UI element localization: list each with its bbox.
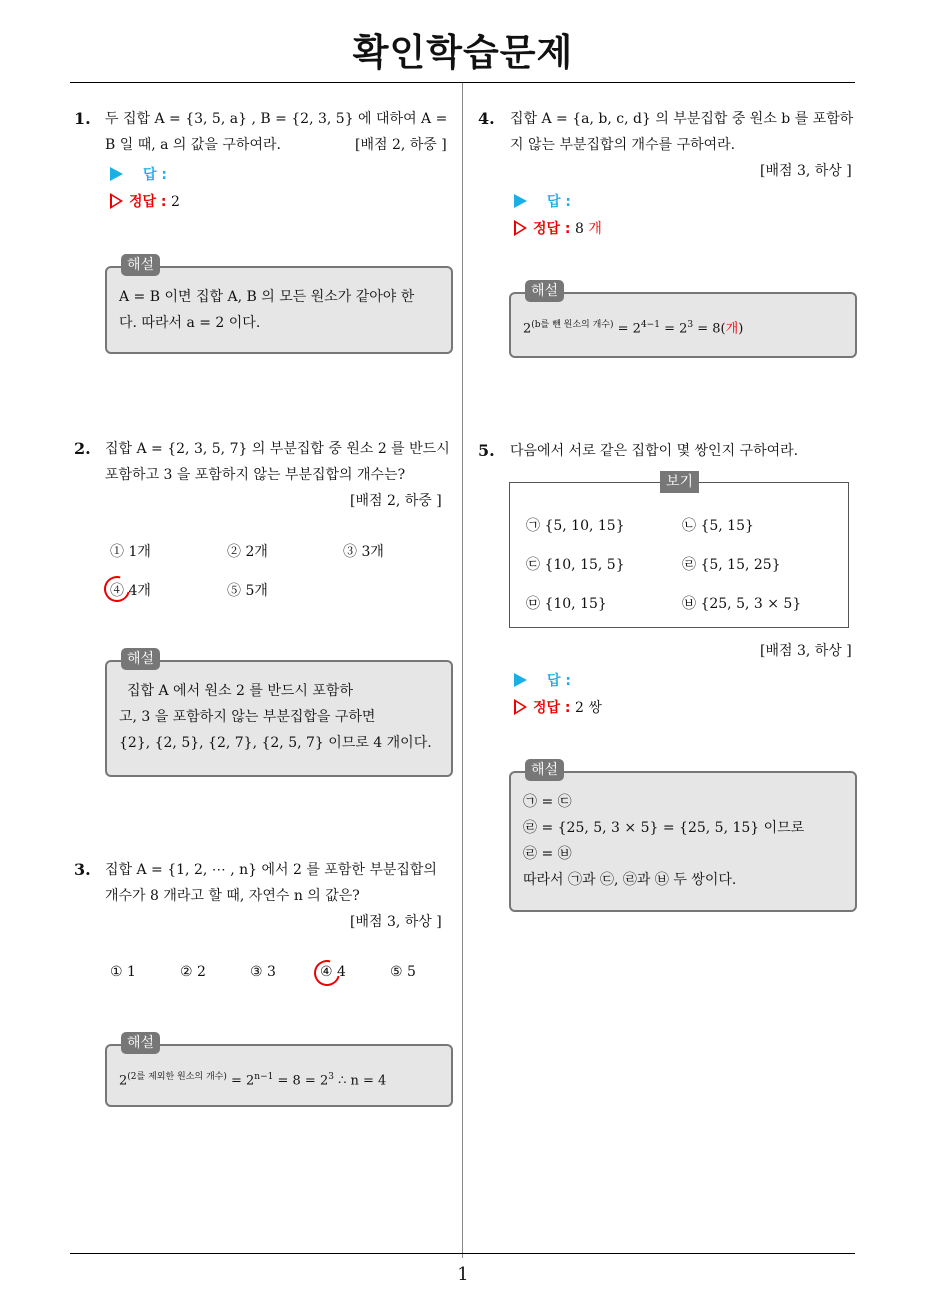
formula-exponent: (b를 뺀 원소의 개수) (531, 320, 614, 330)
correct-answer-row (514, 218, 602, 238)
question-number: 1. (74, 109, 91, 128)
question-line-1: 두 집합 A = {3, 5, a} , B = {2, 3, 5} 에 대하여 A = (105, 111, 448, 127)
formula-part: = 8( (693, 321, 726, 337)
play-icon (110, 167, 123, 181)
question-number: 2. (74, 439, 91, 458)
solution-box (509, 762, 857, 912)
solution-line-4: 따라서 ㉠과 ㉢, ㉣과 ㉥ 두 쌍이다. (523, 872, 737, 888)
correct-label: 정답 : (129, 194, 167, 210)
play-icon (514, 673, 527, 687)
question-line-1: 집합 A = {2, 3, 5, 7} 의 부분집합 중 원소 2 를 반드시 (105, 441, 450, 457)
bogi-box (509, 474, 849, 628)
question-line-1: 집합 A = {a, b, c, d} 의 부분집합 중 원소 b 를 포함하 (510, 111, 854, 127)
solution-label: 해설 (121, 648, 160, 670)
choice-5: ⑤ 5 (390, 964, 416, 980)
answer-row (514, 670, 571, 690)
formula-base: 2 (523, 321, 532, 337)
solution-formula (119, 1062, 439, 1094)
solution-line-1: A = B 이면 집합 A, B 의 모든 원소가 같아야 한 (119, 289, 415, 305)
solution-line-2: 다. 따라서 a = 2 이다. (119, 315, 261, 331)
formula-exponent: 3 (328, 1072, 334, 1082)
question-line-1: 집합 A = {1, 2, ⋯ , n} 에서 2 를 포함한 부분집합의 (105, 862, 437, 878)
correct-label: 정답 : (533, 221, 571, 237)
solution-box (105, 651, 453, 777)
formula-exponent: n−1 (254, 1072, 274, 1082)
formula-part: = 8 = 2 (273, 1073, 329, 1089)
formula-exponent: 3 (687, 320, 694, 330)
solution-box (105, 1035, 453, 1107)
solution-line-2: 고, 3 을 포함하지 않는 부분집합을 구하면 (119, 709, 376, 725)
choice-1: ① 1 (110, 964, 136, 980)
answer-label: 답 : (143, 167, 167, 183)
formula-part: = 2 (659, 321, 688, 337)
solution-line-1: ㉠ = ㉢ (523, 794, 572, 810)
solution-label: 해설 (525, 759, 564, 781)
bogi-item: ㉢ {10, 15, 5} (526, 557, 625, 573)
choice-1: ① 1개 (110, 544, 151, 560)
bogi-item: ㉡ {5, 15} (682, 518, 754, 534)
bogi-item: ㉣ {5, 15, 25} (682, 557, 781, 573)
solution-line-3: {2}, {2, 5}, {2, 7}, {2, 5, 7} 이므로 4 개이다. (119, 735, 432, 751)
answer-row (110, 164, 167, 184)
correct-answer-row (110, 191, 180, 211)
solution-label: 해설 (121, 1032, 160, 1054)
score-label: [배점 3, 하상 ] (760, 643, 852, 659)
choice-2: ② 2 (180, 964, 206, 980)
page-number: 1 (457, 1264, 469, 1285)
score-label: [배점 2, 하중 ] (355, 137, 447, 153)
choice-2: ② 2개 (227, 544, 268, 560)
solution-formula (523, 310, 843, 342)
outline-triangle-icon (110, 193, 123, 209)
bogi-item: ㉠ {5, 10, 15} (526, 518, 625, 534)
correct-value: 2 (170, 194, 180, 210)
bogi-item: ㉤ {10, 15} (526, 596, 607, 612)
choice-4: ④ 4 (320, 964, 346, 980)
outline-triangle-icon (514, 220, 527, 236)
answer-row (514, 191, 571, 211)
formula-unit: 개 (725, 321, 739, 337)
solution-label: 해설 (525, 280, 564, 302)
outline-triangle-icon (514, 699, 527, 715)
formula-part: = 2 (613, 321, 641, 337)
formula-part: ) (738, 321, 744, 337)
question-line-2: 포함하고 3 을 포함하지 않는 부분집합의 개수는? (105, 467, 406, 483)
question-line-1: 다음에서 서로 같은 집합이 몇 쌍인지 구하여라. (510, 443, 799, 459)
score-label: [배점 3, 하상 ] (760, 163, 852, 179)
question-number: 3. (74, 860, 91, 879)
bogi-item: ㉥ {25, 5, 3 × 5} (682, 596, 802, 612)
question-line-2: 지 않는 부분집합의 개수를 구하여라. (510, 137, 736, 153)
correct-value: 8 (574, 221, 584, 237)
answer-circle-mark (99, 571, 135, 607)
formula-conclusion: ∴ n = 4 (333, 1073, 387, 1089)
bottom-divider (70, 1253, 855, 1254)
correct-answer-row (514, 697, 602, 717)
solution-line-2: ㉣ = {25, 5, 3 × 5} = {25, 5, 15} 이므로 (523, 820, 805, 836)
answer-circle-mark (309, 955, 345, 991)
page-title: 확인학습문제 (352, 31, 574, 74)
choice-3: ③ 3개 (343, 544, 384, 560)
answer-label: 답 : (547, 673, 571, 689)
correct-value: 2 쌍 (574, 700, 602, 716)
column-divider (462, 83, 463, 1258)
question-number: 4. (478, 109, 495, 128)
answer-label: 답 : (547, 194, 571, 210)
solution-line-3: ㉣ = ㉥ (523, 846, 572, 862)
formula-exponent: (2를 제외한 원소의 개수) (127, 1072, 227, 1082)
choice-5: ⑤ 5개 (227, 583, 268, 599)
solution-line-1: 집합 A 에서 원소 2 를 반드시 포함하 (127, 683, 353, 699)
correct-label: 정답 : (533, 700, 571, 716)
score-label: [배점 3, 하상 ] (350, 914, 442, 930)
question-number: 5. (478, 441, 495, 460)
formula-exponent: 4−1 (640, 320, 660, 330)
choice-4: ④ 4개 (110, 583, 151, 599)
correct-unit: 개 (588, 221, 602, 237)
formula-base: 2 (119, 1073, 128, 1089)
formula-part: = 2 (226, 1073, 255, 1089)
score-label: [배점 2, 하중 ] (350, 493, 442, 509)
question-line-2: B 일 때, a 의 값을 구하여라. (105, 137, 281, 153)
solution-label: 해설 (121, 254, 160, 276)
choice-3: ③ 3 (250, 964, 276, 980)
solution-box (509, 283, 857, 358)
question-line-2: 개수가 8 개라고 할 때, 자연수 n 의 값은? (105, 888, 360, 904)
play-icon (514, 194, 527, 208)
bogi-label: 보기 (660, 471, 699, 493)
solution-box (105, 257, 453, 354)
